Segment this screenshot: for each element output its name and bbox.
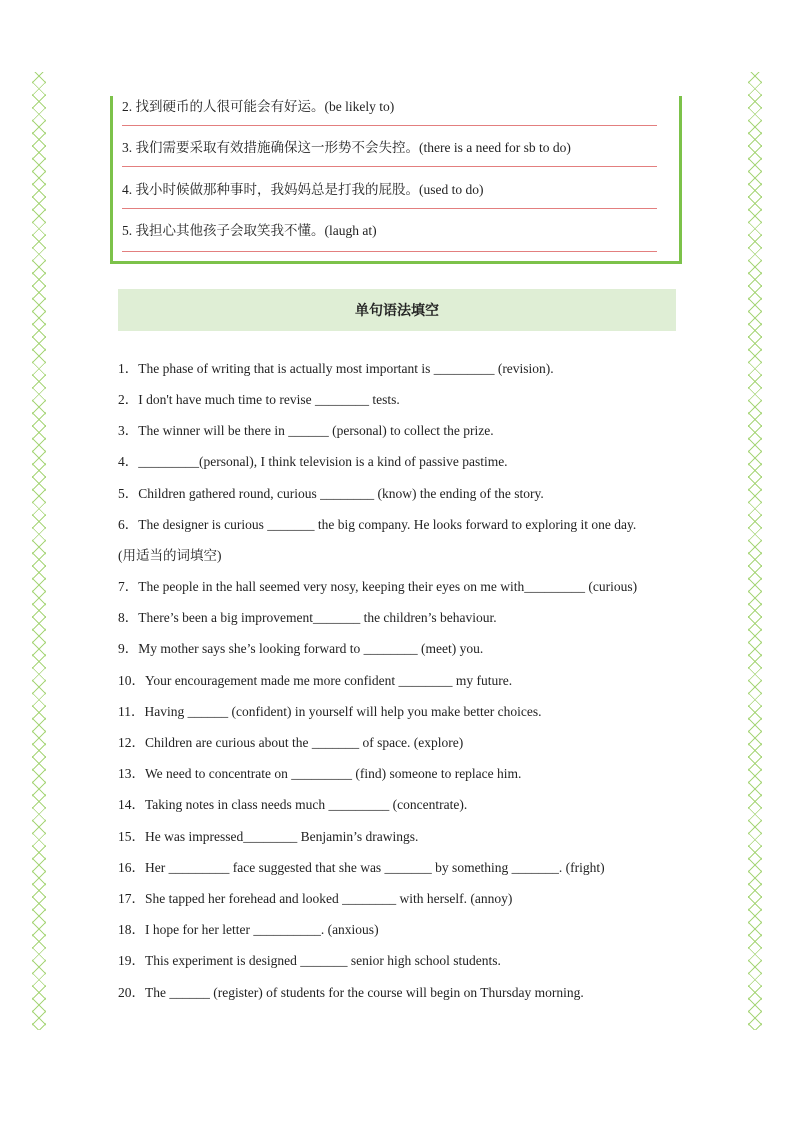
translation-prompt: 5. 我担心其他孩子会取笑我不懂。(laugh at) — [122, 223, 377, 238]
question-item: 13．We need to concentrate on _________ (find) someone to replace him. — [118, 766, 522, 781]
answer-line[interactable] — [122, 125, 657, 126]
question-item: 19．This experiment is designed _______ senior high school students. — [118, 953, 501, 968]
answer-line[interactable] — [122, 251, 657, 252]
question-item: 12．Children are curious about the _______ of space. (explore) — [118, 735, 464, 750]
answer-line[interactable] — [122, 208, 657, 209]
translation-item — [122, 182, 662, 198]
translation-prompt: 4. 我小时候做那种事时，我妈妈总是打我的屁股。(used to do) — [122, 182, 484, 197]
question-item: 4．_________(personal), I think television is a kind of passive pastime. — [118, 454, 508, 469]
question-item: 11．Having ______ (confident) in yourself will help you make better choices. — [118, 704, 542, 719]
question-item: 6．The designer is curious _______ the big company. He looks forward to exploring it one day. — [118, 517, 637, 532]
question-item: 5．Children gathered round, curious ________ (know) the ending of the story. — [118, 486, 544, 501]
question-item: 17．She tapped her forehead and looked ________ with herself. (annoy) — [118, 891, 513, 906]
translation-item — [122, 223, 662, 239]
question-item: 2．I don't have much time to revise ________ tests. — [118, 392, 400, 407]
translation-exercise-box — [110, 96, 682, 264]
question-item: 8．There’s been a big improvement_______ the children’s behaviour. — [118, 610, 497, 625]
translation-prompt: 2. 找到硬币的人很可能会有好运。(be likely to) — [122, 99, 395, 114]
question-item: 20．The ______ (register) of students for the course will begin on Thursday morning. — [118, 985, 584, 1000]
section-title: 单句语法填空 — [118, 289, 676, 331]
translation-prompt: 3. 我们需要采取有效措施确保这一形势不会失控。(there is a need for sb to do) — [122, 140, 571, 155]
question-item: 18．I hope for her letter __________. (anxious) — [118, 922, 379, 937]
translation-item — [122, 140, 662, 156]
question-item: 14．Taking notes in class needs much _________ (concentrate). — [118, 797, 468, 812]
question-item: 15．He was impressed________ Benjamin’s drawings. — [118, 829, 419, 844]
decorative-border-right — [748, 72, 762, 1030]
decorative-border-left — [32, 72, 46, 1030]
question-item: 3．The winner will be there in ______ (personal) to collect the prize. — [118, 423, 494, 438]
question-item: 7．The people in the hall seemed very nosy, keeping their eyes on me with_________ (curious) — [118, 579, 638, 594]
answer-line[interactable] — [122, 166, 657, 167]
translation-item — [122, 99, 662, 115]
question-item: 16．Her _________ face suggested that she was _______ by something _______. (fright) — [118, 860, 605, 875]
question-item: 1．The phase of writing that is actually most important is _________ (revision). — [118, 361, 554, 376]
question-item: 9．My mother says she’s looking forward to ________ (meet) you. — [118, 641, 484, 656]
question-instruction: (用适当的词填空) — [118, 548, 222, 563]
question-item: 10．Your encouragement made me more confident ________ my future. — [118, 673, 513, 688]
